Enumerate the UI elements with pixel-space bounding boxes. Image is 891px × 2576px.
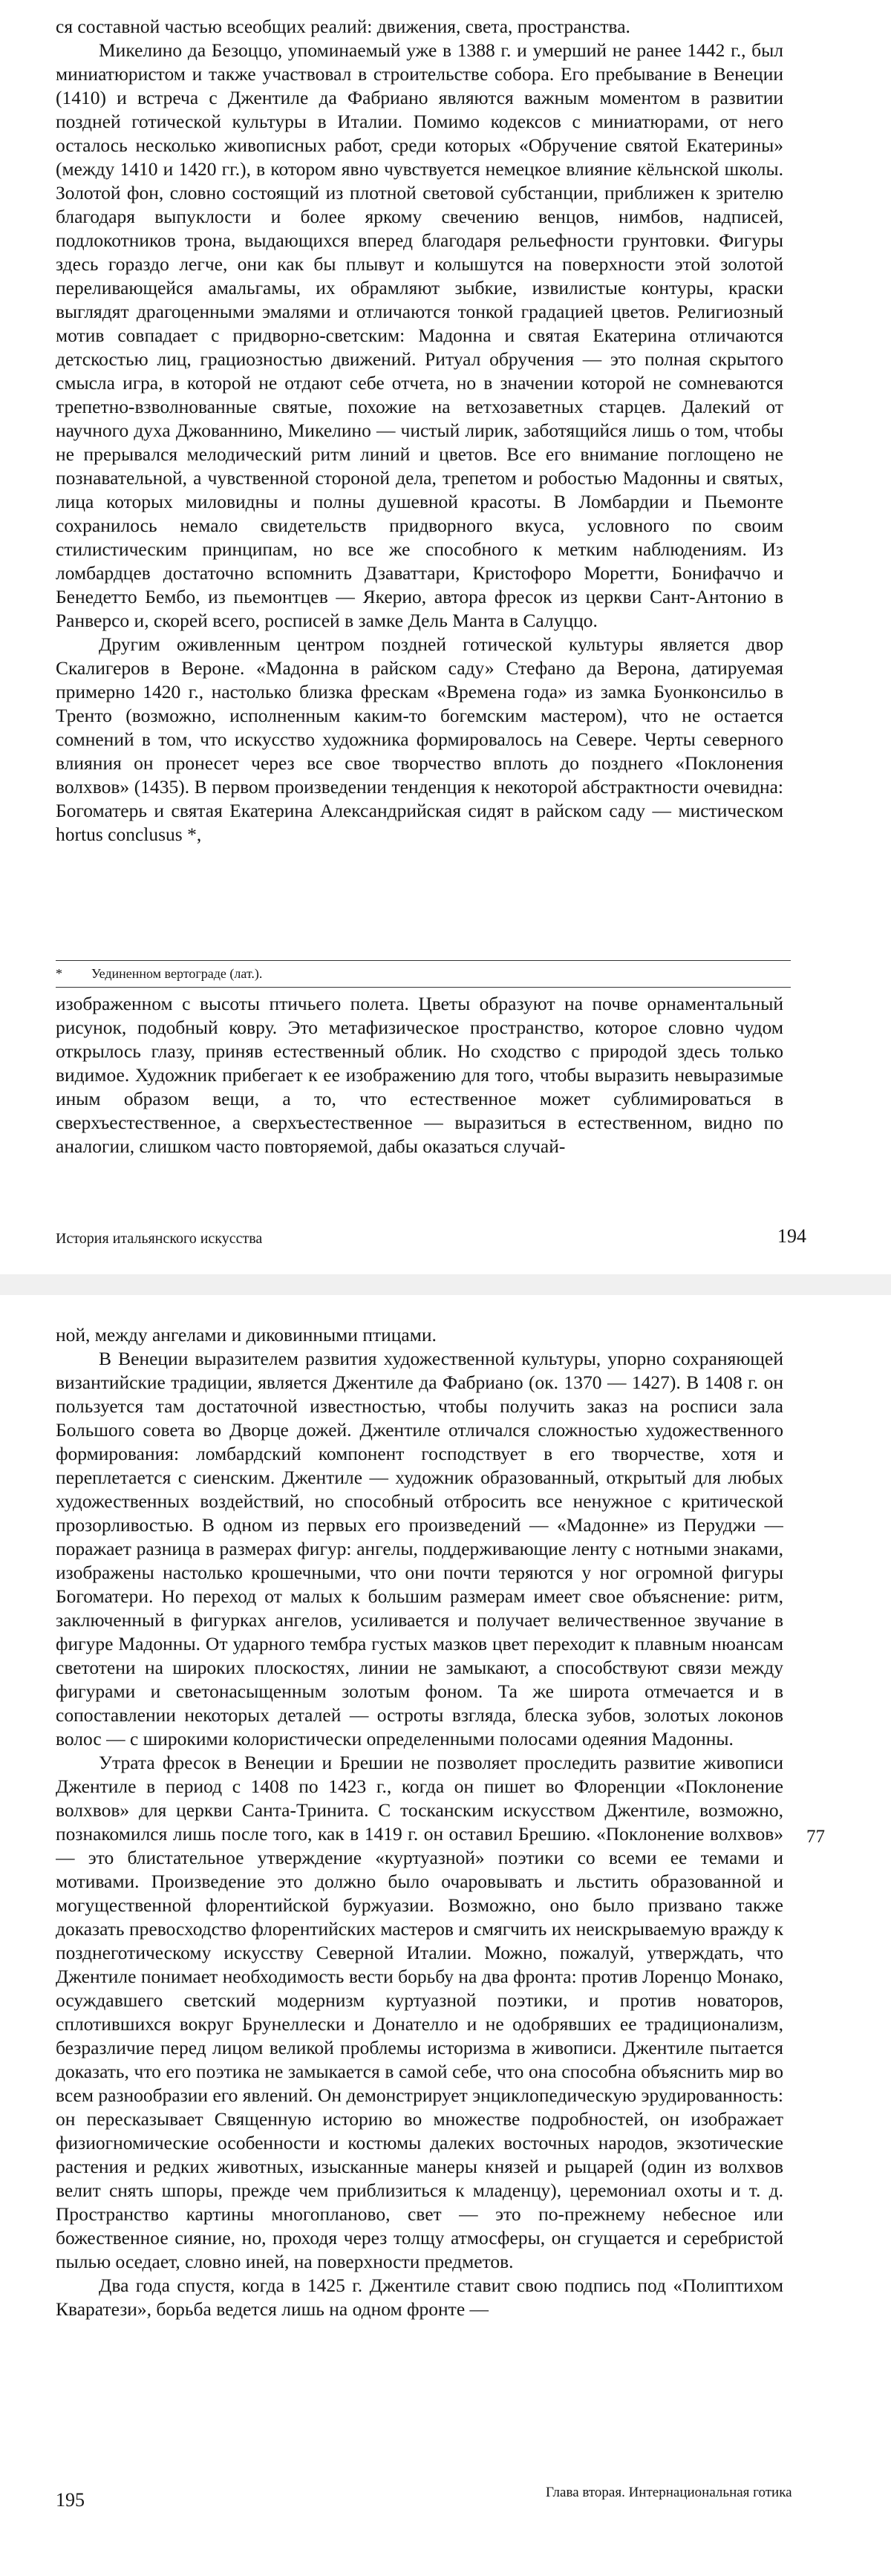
page-separator bbox=[0, 1274, 891, 1295]
footnote-separator bbox=[56, 960, 791, 961]
page-number: 194 bbox=[777, 1225, 806, 1247]
chapter-title: Глава вторая. Интернациональная готика bbox=[546, 2485, 792, 2500]
page-195 bbox=[0, 1295, 891, 2576]
paragraph: Микелино да Безоццо, упоминаемый уже в 1388 г. и умерший не ранее 1442 г., был миниатюристом и также участвовал в строительстве собора. Его пребывание в Венеции (1410) и встреча с Джентиле да Фабриано являются важным моментом в развитии поздней готической культуры в Италии. Помимо кодексов с миниатюрами, от него осталось несколько живописных работ, среди которых «Обручение святой Екатерины» (между 1410 и 1420 гг.), в котором явно чувствуется немецкое влияние кёльнской школы. Золотой фон, словно состоящий из плотной световой субстанции, приближен к зрителю благодаря выпуклости и более яркому свечению венцов, нимбов, надписей, подлокотников трона, выдающихся вперед благодаря рельефности грунтовки. Фигуры здесь гораздо легче, они как бы плывут и колышутся на поверхности этой золотой переливающейся амальгамы, их обрамляют зыбкие, извилистые контуры, краски выглядят драгоценными эмалями и отличаются тонкой градацией цветов. Религиозный мотив совпадает с придворно-светским: Мадонна и святая Екатерина отличаются детскостью лиц, грациозностью движений. Ритуал обручения — это полная скрытого смысла игра, в которой не отдают себе отчета, но в значении которой не сомневаются трепетно-взволнованные святые, похожие на ветхозаветных старцев. Далекий от научного духа Джованнино, Микелино — чистый лирик, заботящийся лишь о том, чтобы не прерывался мелодический ритм линий и цветов. Все его внимание поглощено не познавательной, а чувственной стороной дела, трепетом и робостью Мадонны и святых, лица которых миловидны и полны душевной красоты. В Ломбардии и Пьемонте сохранилось немало свидетельств придворного вкуса, условного по своим стилистическим принципам, но все же способного к метким наблюдениям. Из ломбардцев достаточно вспомнить Дзаваттари, Кристофоро Моретти, Бонифаччо и Бенедетто Бембо, из пьемонтцев — Якерио, автора фресок из церкви Сант-Антонио в Ранверсо и, скорей всего, росписей в замке Дель Манта в Салуццо. bbox=[56, 39, 783, 631]
paragraph: ной, между ангелами и диковинными птицами. bbox=[56, 1324, 437, 1346]
page-number: 195 bbox=[56, 2489, 85, 2511]
footnote bbox=[56, 965, 791, 982]
paragraph: ся составной частью всеобщих реалий: движения, света, пространства. bbox=[56, 16, 630, 37]
paragraph: изображенном с высоты птичьего полета. Цветы образуют на почве орнаментальный рисунок, подобный ковру. Это метафизическое пространство, которое словно чудом открылось глазу, приняв естественный облик. Но сходство с природой здесь только видимое. Художник прибегает к ее изображению для того, чтобы выразить невыразимые иным образом вещи, а то, что естественное может сублимироваться в сверхъестественное, а сверхъестественное — выразиться в естественном, видно по аналогии, слишком часто повторяемой, дабы оказаться случай- bbox=[56, 993, 783, 1157]
main-text-before-footnote bbox=[56, 15, 783, 947]
page-194 bbox=[0, 0, 891, 1274]
running-title: История итальянского искусства bbox=[56, 1230, 263, 1247]
paragraph: Два года спустя, когда в 1425 г. Джентиле ставит свою подпись под «Полиптихом Кваратези», борьба ведется лишь на одном фронте — bbox=[56, 2275, 783, 2320]
footnote-text: Уединенном вертограде (лат.). bbox=[91, 966, 263, 981]
footnote-bottom-rule bbox=[56, 987, 791, 988]
main-text bbox=[56, 1323, 783, 2393]
main-text-after-footnote bbox=[56, 992, 783, 1207]
paragraph: Другим оживленным центром поздней готической культуры является двор Скалигеров в Вероне. «Мадонна в райском саду» Стефано да Верона, датируемая примерно 1420 г., настолько близка фрескам «Времена года» из замка Буонконсильо в Тренто (возможно, исполненным каким-то богемским мастером), что не остается сомнений в том, что искусство художника формировалось на Севере. Черты северного влияния он пронесет через все свое творчество вплоть до позднего «Поклонения волхвов» (1435). В первом произведении тенденция к некоторой абстрактности очевидна: Богоматерь и святая Екатерина Александрийская сидят в райском саду — мистическом hortus conclusus *, bbox=[56, 633, 783, 845]
paragraph: В Венеции выразителем развития художественной культуры, упорно сохраняющей византийские традиции, является Джентиле да Фабриано (ок. 1370 — 1427). В 1408 г. он пользуется там достаточной известностью, чтобы получить заказ на росписи зала Большого совета во Дворце дожей. Джентиле отличался сложностью художественного формирования: ломбардский компонент господствует в его творчестве, хотя и переплетается с сиенским. Джентиле — художник образованный, открытый для любых художественных воздействий, но способный отбросить все ненужное с критической прозорливостью. В одном из первых его произведений — «Мадонне» из Перуджи — поражает разница в размерах фигур: ангелы, поддерживающие ленту с нотными знаками, изображены настолько крошечными, что они почти теряются у ног огромной фигуры Богоматери. Но переход от малых к большим размерам имеет свое объяснение: ритм, заключенный в фигурках ангелов, усиливается и получает величественное звучание в фигуре Мадонны. От ударного тембра густых мазков цвет переходит к плавным нюансам светотени на широких плоскостях, линии не замыкают, а способствуют связи между фигурами и светонасыщенным золотым фоном. Та же широта отмечается и в сопоставлении некоторых деталей — остроты взгляда, блеска зубов, золотых локонов волос — с широкими колористически определенными полосами одеяния Мадонны. bbox=[56, 1348, 783, 1750]
paragraph: Утрата фресок в Венеции и Брешии не позволяет проследить развитие живописи Джентиле в период с 1408 по 1423 г., когда он пишет во Флоренции «Поклонение волхвов» для церкви Санта-Тринита. С тосканским искусством Джентиле, возможно, познакомился лишь после того, как в 1419 г. он оставил Брешию. «Поклонение волхвов» — это блистательное утверждение «куртуазной» поэтики со всеми ее темами и мотивами. Произведение это должно было очаровывать и льстить образованной и могущественной флорентийской буржуазии. Возможно, оно было призвано также доказать превосходство флорентийских мастеров и смягчить их неискрываемую вражду к позднеготическому искусству Северной Италии. Можно, пожалуй, утверждать, что Джентиле понимает необходимость вести борьбу на два фронта: против Лоренцо Монако, осуждавшего светский модернизм куртуазной поэтики, и против новаторов, сплотившихся вокруг Брунеллески и Донателло и не одобрявших ее традиционализм, безразличие перед лицом великой проблемы историзма в живописи. Джентиле пытается доказать, что его поэтика не замыкается в самой себе, что она способна объяснить мир во всем разнообразии его явлений. Он демонстрирует энциклопедическую эрудированность: он пересказывает Священную историю во множестве подробностей, он изображает физиогномические особенности и костюмы далеких восточных народов, экзотические растения и редких животных, изысканные манеры князей и рыцарей (один из волхвов велит снять шпоры, прежде чем приблизиться к младенцу), церемониал охоты и т. д. Пространство картины многопланово, свет — это по-прежнему небесное или божественное сияние, но, проходя через толщу атмосферы, он сгущается и серебристой пылью оседает, словно иней, на поверхности предметов. bbox=[56, 1752, 783, 2272]
margin-number: 77 bbox=[806, 1827, 825, 1847]
footnote-mark: * bbox=[56, 966, 62, 981]
